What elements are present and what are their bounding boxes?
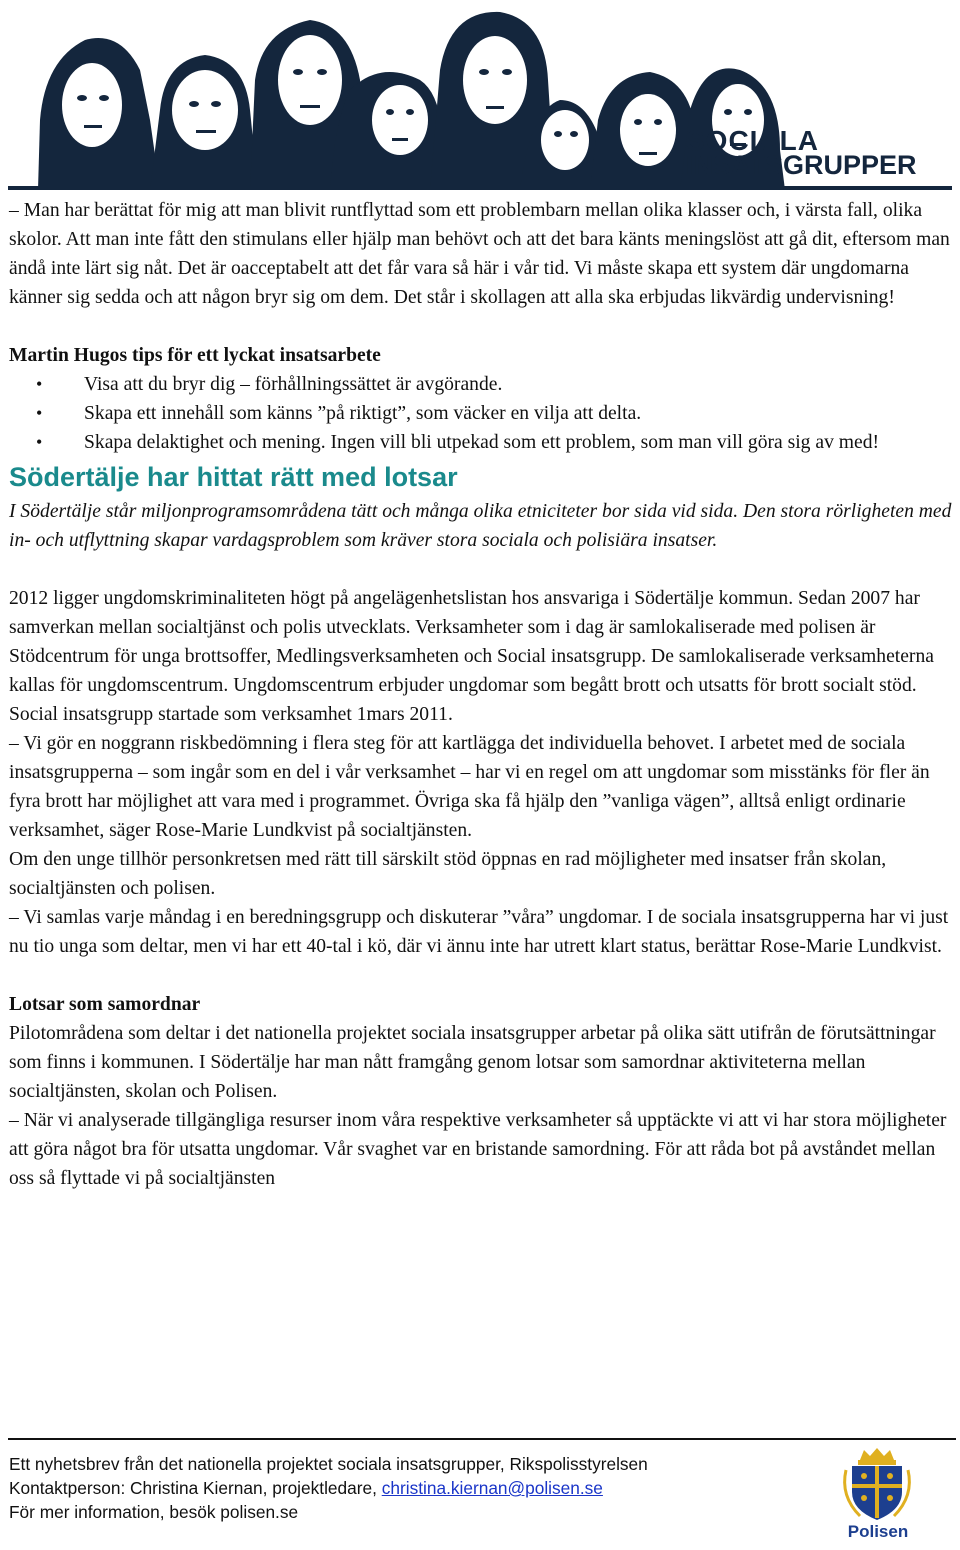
footer-line-info: För mer information, besök polisen.se — [9, 1502, 299, 1522]
logo-wordmark: Polisen — [847, 1522, 909, 1541]
paragraph: – När vi analyserade tillgängliga resurser inom våra respektive verksamheter så upptäckte vi att vi har stora möjligheter att göra något bra för utsatta ungdomar. Vår svaghet var en bristande samordning. För att råda bot på avståndet mellan oss så flyttade vi på socialtjänsten — [9, 1110, 947, 1189]
tips-list — [9, 370, 953, 457]
intro-paragraph: – Man har berättat för mig att man blivit runtflyttad som ett problembarn mellan olika klasser och, i värsta fall, olika skolor. Att man inte fått den stimulans eller hjälp man behövt och att det bara känts meningslöst att gå dit, eftersom man ändå inte lärt sig nåt. Det är oacceptabelt att det får vara så här i vår tid. Vi måste skapa ett system där ungdomarna känner sig sedda och att någon bryr sig om dem. Det står i skollagen att alla ska erbjudas likvärdig undervisning! — [9, 200, 950, 308]
paragraph: – Vi samlas varje måndag i en beredningsgrupp och diskuterar ”våra” ungdomar. I de sociala insatsgrupperna har vi just nu tio unga som deltar, men vi har ett 40-tal i kö, där vi ännu inte har utrett klart status, berättar Rose-Marie Lundkvist. — [9, 907, 949, 957]
ingress: I Södertälje står miljonprogramsområdena tätt och många olika etniciteter bor sida vid sida. Den stora rörligheten med in- och utflyttning skapar vardagsproblem som kräver stora sociala och polisiära insatser. — [9, 501, 952, 551]
paragraph: Pilotområdena som deltar i det nationella projektet sociala insatsgrupper arbetar på olika sätt utifrån de förutsättningar som finns i kommunen. I Södertälje har man nått framgång genom lotsar som samordnar aktiviteterna mellan socialtjänsten, skolan och Polisen. — [9, 1023, 936, 1102]
brand-logo — [686, 125, 917, 180]
list-item: • Skapa delaktighet och mening. Ingen vill bli utpekad som ett problem, som man vill göra sig av med! — [84, 428, 953, 457]
brand-line-2: INSATSGRUPPER — [686, 150, 917, 180]
article-body — [9, 196, 953, 1193]
polisen-logo — [838, 1446, 916, 1544]
contact-label: Kontaktperson: Christina Kiernan, projektledare, — [9, 1478, 382, 1498]
header-banner — [0, 0, 960, 196]
paragraph: – Vi gör en noggrann riskbedömning i flera steg för att kartlägga det individuella behovet. I arbetet med de sociala insatsgrupperna – som ingår som en del i vår verksamhet – har vi en regel om att ungdomar som misstänks för fler än fyra brott har möjlighet att vara med i programmet. Övriga ska få hjälp den ”vanliga vägen”, alltså enligt ordinarie verksamhet, säger Rose-Marie Lundkvist på socialtjänsten. — [9, 733, 930, 841]
list-item: • Skapa ett innehåll som känns ”på riktigt”, som väcker en vilja att delta. — [84, 399, 953, 428]
tips-heading: Martin Hugos tips för ett lyckat insatsarbete — [9, 345, 381, 366]
paragraph: Om den unge tillhör personkretsen med rätt till särskilt stöd öppnas en rad möjligheter med insatser från skolan, socialtjänsten och polisen. — [9, 849, 887, 899]
brand-line-1: SOCIALA — [686, 125, 819, 156]
contact-email-link[interactable]: christina.kiernan@polisen.se — [381, 1478, 603, 1498]
footer-line-newsletter: Ett nyhetsbrev från det nationella projektet sociala insatsgrupper, Rikspolisstyrelsen — [9, 1454, 648, 1474]
footer — [9, 1452, 829, 1524]
section-heading-sodertalje: Södertälje har hittat rätt med lotsar — [9, 462, 458, 492]
footer-divider — [8, 1438, 956, 1440]
paragraph: 2012 ligger ungdomskriminaliteten högt på angelägenhetslistan hos ansvariga i Södertälje kommun. Sedan 2007 har samverkan mellan socialtjänst och polis utvecklats. Verksamheter som i dag är samlokaliserade med polisen är Stödcentrum för unga brottsoffer, Medlingsverksamheten och Social insatsgrupp. De samlokaliserade verksamheterna kallas för ungdomscentrum. Ungdomscentrum erbjuder ungdomar som begått brott och utsatts för brott socialt stöd. Social insatsgrupp startade som verksamhet 1mars 2011. — [9, 588, 934, 725]
section-heading-lotsar: Lotsar som samordnar — [9, 994, 201, 1015]
list-item: • Visa att du bryr dig – förhållningssättet är avgörande. — [84, 370, 953, 399]
footer-line-contact — [9, 1476, 829, 1500]
